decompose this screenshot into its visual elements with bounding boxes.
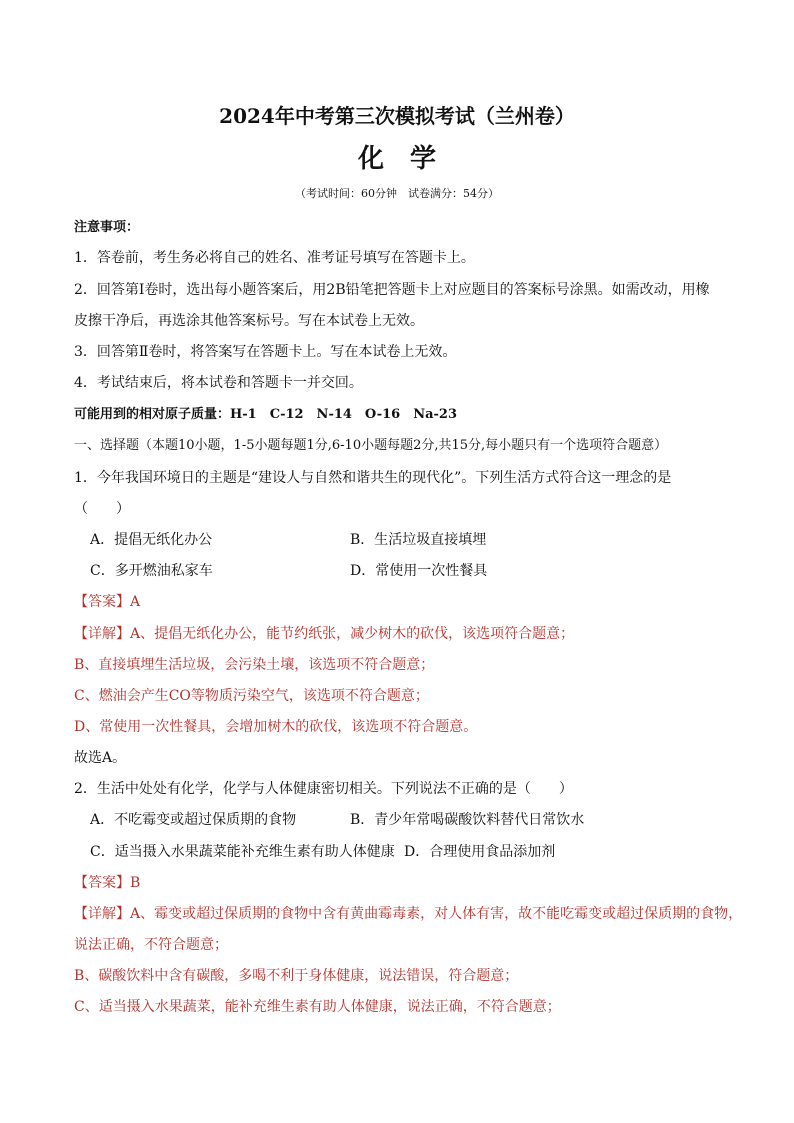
question-1-stem: 1．今年我国环境日的主题是“建设人与自然和谐共生的现代化”。下列生活方式符合这一理念的是 [74,470,672,486]
subject-title: 化 学 [357,144,436,174]
question-2-option-a: A．不吃霉变或超过保质期的食物 [90,812,297,828]
question-1-paren: （ ） [74,501,130,517]
question-2-option-d: D．合理使用食品添加剂 [404,844,556,860]
question-1-conclusion: 故选A。 [74,750,127,766]
exam-title: 2024年中考第三次模拟考试（兰州卷） [219,104,575,128]
note-item: 2．回答第Ⅰ卷时，选出每小题答案后，用2B铅笔把答题卡上对应题目的答案标号涂黑。如需改动，用橡 [74,282,710,298]
question-2-option-b: B．青少年常喝碳酸饮料替代日常饮水 [350,812,585,828]
question-1-explanation: C、燃油会产生CO等物质污染空气，该选项不符合题意； [74,688,429,704]
question-2-option-c: C．适当摄入水果蔬菜能补充维生素有助人体健康 [90,844,395,860]
question-1-answer: 【答案】A [74,594,141,610]
question-2-stem: 2．生活中处处有化学，化学与人体健康密切相关。下列说法不正确的是（ ） [74,781,573,797]
question-1-explanation: 【详解】A、提倡无纸化办公，能节约纸张，减少树木的砍伐，该选项符合题意； [74,626,575,642]
question-2-explanation: C、适当摄入水果蔬菜，能补充维生素有助人体健康，说法正确，不符合题意； [74,999,561,1015]
question-1-explanation: B、直接填埋生活垃圾，会污染土壤，该选项不符合题意； [74,657,435,673]
question-2-answer: 【答案】B [74,875,141,891]
question-2-explanation: 说法正确，不符合题意； [74,937,228,953]
exam-info: （考试时间：60分钟 试卷满分：54分） [295,187,499,200]
note-item: 3．回答第Ⅱ卷时，将答案写在答题卡上。写在本试卷上无效。 [74,344,457,360]
note-item: 皮擦干净后，再选涂其他答案标号。写在本试卷上无效。 [74,313,424,329]
note-item: 4．考试结束后，将本试卷和答题卡一并交回。 [74,375,363,391]
question-1-option-b: B．生活垃圾直接填埋 [350,532,487,548]
question-1-option-d: D．常使用一次性餐具 [350,563,488,579]
note-item: 1．答卷前，考生务必将自己的姓名、准考证号填写在答题卡上。 [74,250,475,266]
question-1-explanation: D、常使用一次性餐具，会增加树木的砍伐，该选项不符合题意。 [74,719,478,735]
question-1-option-a: A．提倡无纸化办公 [90,532,213,548]
question-2-explanation: B、碳酸饮料中含有碳酸，多喝不利于身体健康，说法错误，符合题意； [74,968,519,984]
section-heading: 一、选择题（本题10小题，1-5小题每题1分,6-10小题每题2分,共15分,每小题只有一个选项符合题意） [74,438,668,453]
notes-heading: 注意事项： [74,220,140,235]
question-1-option-c: C．多开燃油私家车 [90,563,213,579]
atomic-masses: 可能用到的相对原子质量：H-1 C-12 N-14 O-16 Na-23 [74,407,458,422]
question-2-explanation: 【详解】A、霉变或超过保质期的食物中含有黄曲霉毒素，对人体有害，故不能吃霉变或超过保质期的食物， [74,906,743,922]
